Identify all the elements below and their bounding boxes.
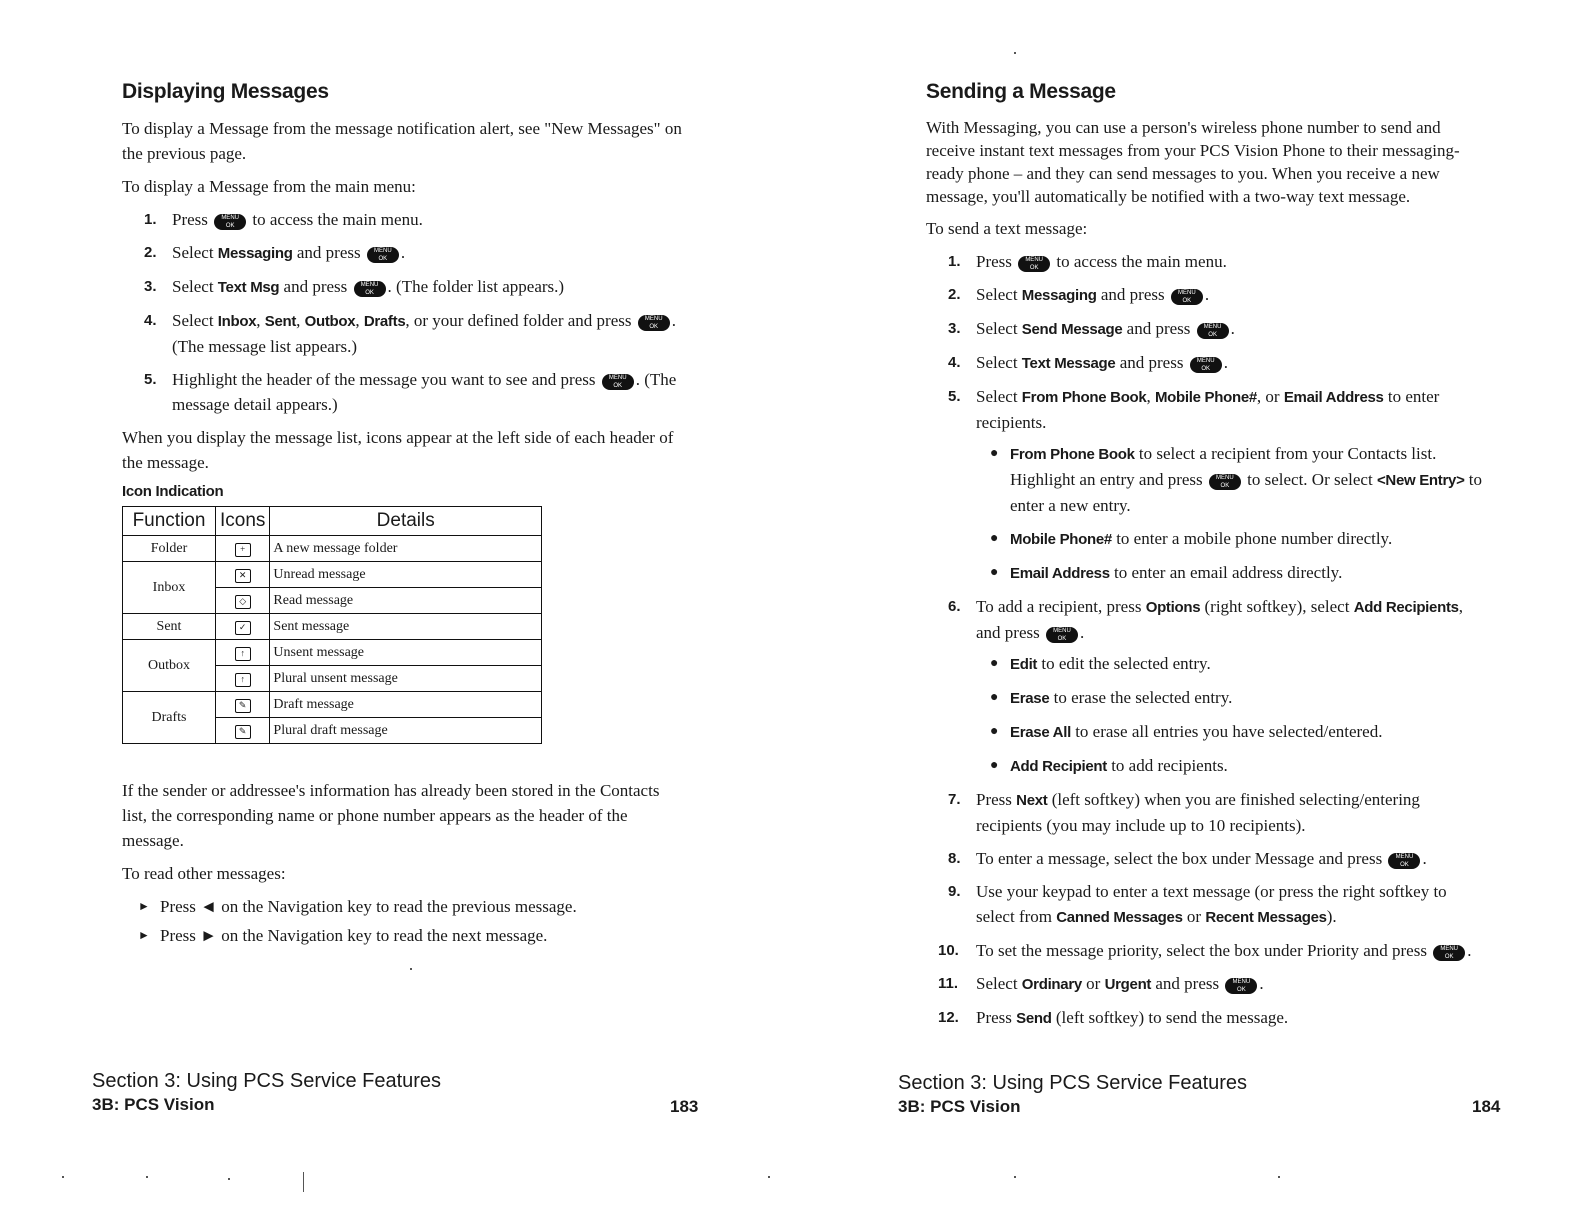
bullet-arrow-icon: ► <box>138 928 150 942</box>
read-other-paragraph: To read other messages: <box>122 864 286 883</box>
table-label: Icon Indication <box>122 483 224 500</box>
table-row: Sent ✓ Sent message <box>123 614 542 640</box>
page-number: 184 <box>1472 1097 1501 1116</box>
bullet-arrow-icon: ► <box>138 899 150 913</box>
bullet-icon: ● <box>990 656 999 671</box>
table-row: ↑ Plural unsent message <box>123 666 542 692</box>
menu-ok-key-icon: MENU OK <box>214 214 246 230</box>
footer-subtitle: 3B: PCS Vision <box>92 1095 215 1114</box>
step-5: 5. Select From Phone Book, Mobile Phone#, or Email Address to enter recipients. ● From Phone Book to select a recipient from your Contacts list. Highlight an entry and press MENU OK to select. Or select <New Entry> to enter a new entry. ● Mobile Phone# to enter a mobile phone number directly. ● Email Address to enter an email address directly. <box>926 384 1486 586</box>
list-item: ● Erase All to erase all entries you have selected/entered. <box>976 719 1486 745</box>
column-header: Icons <box>216 507 270 536</box>
table-row: ◇ Read message <box>123 588 542 614</box>
list-item: ● From Phone Book to select a recipient from your Contacts list. Highlight an entry and press MENU OK to select. Or select <New Entry> to enter a new entry. <box>976 441 1486 518</box>
recipient-options-list <box>976 441 1486 586</box>
sent-message-icon: ✓ <box>235 621 251 635</box>
unsent-message-icon: ↑ <box>235 647 251 661</box>
menu-ok-key-icon: MENU OK <box>638 315 670 331</box>
page-number: 183 <box>670 1097 699 1116</box>
plural-draft-icon: ✎ <box>235 725 251 739</box>
menu-ok-key-icon: MENU OK <box>1197 323 1229 339</box>
list-item: ► Press ◄ on the Navigation key to read the previous message. <box>122 894 682 919</box>
menu-ok-key-icon: MENU OK <box>602 374 634 390</box>
table-row: Inbox ✕ Unread message <box>123 562 542 588</box>
footer-section-title: Section 3: Using PCS Service Features <box>92 1070 442 1092</box>
section-title: Sending a Message <box>926 80 1116 103</box>
steps-list <box>122 207 682 417</box>
table-row: Outbox ↑ Unsent message <box>123 640 542 666</box>
menu-ok-key-icon: MENU OK <box>1225 978 1257 994</box>
list-item: ● Edit to edit the selected entry. <box>976 651 1486 677</box>
menu-ok-key-icon: MENU OK <box>1190 357 1222 373</box>
menu-ok-key-icon: MENU OK <box>1046 627 1078 643</box>
menu-ok-key-icon: MENU OK <box>1018 256 1050 272</box>
read-envelope-icon: ◇ <box>235 595 251 609</box>
recipient-actions-list <box>976 651 1486 779</box>
bullet-icon: ● <box>990 531 999 546</box>
bullet-icon: ● <box>990 565 999 580</box>
after-steps-paragraph: When you display the message list, icons appear at the left side of each header of the message. <box>122 428 674 472</box>
step-1: 1. Press MENU OK to access the main menu. <box>948 252 1227 271</box>
icon-indication-table <box>122 506 542 744</box>
step-2: 2. Select Messaging and press MENU OK . <box>144 243 406 262</box>
footer-section-title: Section 3: Using PCS Service Features <box>898 1072 1248 1094</box>
step-9: 9. Use your keypad to enter a text message (or press the right softkey to select from Canned Messages or Recent Messages). <box>948 882 1447 926</box>
bullet-icon: ● <box>990 446 999 461</box>
contacts-paragraph: If the sender or addressee's information has already been stored in the Contacts list, the corresponding name or phone number appears as the header of the message. <box>122 781 660 850</box>
right-page <box>792 0 1584 1224</box>
step-11: 11. Select Ordinary or Urgent and press MENU OK . <box>938 974 1264 993</box>
step-7: 7. Press Next (left softkey) when you are finished selecting/entering recipients (you may include up to 10 recipients). <box>948 790 1420 835</box>
step-10: 10. To set the message priority, select the box under Priority and press MENU OK . <box>938 941 1472 960</box>
step-8: 8. To enter a message, select the box under Message and press MENU OK . <box>948 849 1427 868</box>
menu-ok-key-icon: MENU OK <box>367 247 399 263</box>
menu-ok-key-icon: MENU OK <box>1433 945 1465 961</box>
menu-ok-key-icon: MENU OK <box>1209 474 1241 490</box>
step-4: 4. Select Text Message and press MENU OK . <box>948 353 1228 372</box>
bullet-icon: ● <box>990 690 999 705</box>
unread-envelope-icon: ✕ <box>235 569 251 583</box>
navigation-list <box>122 894 682 948</box>
list-item: ● Email Address to enter an email address directly. <box>976 560 1486 586</box>
step-4: 4. Select Inbox, Sent, Outbox, Drafts, or your defined folder and press MENU OK . (The message list appears.) <box>144 311 676 356</box>
footer-subtitle: 3B: PCS Vision <box>898 1097 1021 1116</box>
step-6: 6. To add a recipient, press Options (right softkey), select Add Recipients, and press MENU OK . ● Edit to edit the selected entry. ● Erase to erase the selected entry. ● Erase All to erase all entries you have selected/entered. ● Add Recipient to add recipients. <box>926 594 1486 779</box>
step-3: 3. Select Text Msg and press MENU OK . (The folder list appears.) <box>144 277 565 296</box>
step-2: 2. Select Messaging and press MENU OK . <box>948 285 1210 304</box>
table-row: ✎ Plural draft message <box>123 718 542 744</box>
folder-icon: + <box>235 543 251 557</box>
steps-list <box>926 249 1486 1031</box>
menu-ok-key-icon: MENU OK <box>1388 853 1420 869</box>
table-row: Drafts ✎ Draft message <box>123 692 542 718</box>
intro-paragraph-2: To send a text message: <box>926 219 1088 238</box>
bullet-icon: ● <box>990 758 999 773</box>
menu-ok-key-icon: MENU OK <box>354 281 386 297</box>
step-3: 3. Select Send Message and press MENU OK . <box>948 319 1235 338</box>
right-content <box>926 80 1486 1039</box>
table-row: Folder + A new message folder <box>123 536 542 562</box>
menu-ok-key-icon: MENU OK <box>1171 289 1203 305</box>
step-5: 5. Highlight the header of the message you want to see and press MENU OK . (The message detail appears.) <box>144 370 677 414</box>
draft-message-icon: ✎ <box>235 699 251 713</box>
left-content <box>122 80 682 952</box>
list-item: ► Press ► on the Navigation key to read the next message. <box>122 923 682 948</box>
intro-paragraph: With Messaging, you can use a person's wireless phone number to send and receive instant text messages from your PCS Vision Phone to their messaging-ready phone – and they can send messages to you. When you receive a new message, you'll automatically be notified with a two-way text message. <box>926 118 1460 206</box>
list-item: ● Add Recipient to add recipients. <box>976 753 1486 779</box>
bullet-icon: ● <box>990 724 999 739</box>
list-item: ● Erase to erase the selected entry. <box>976 685 1486 711</box>
list-item: ● Mobile Phone# to enter a mobile phone number directly. <box>976 526 1486 552</box>
plural-unsent-icon: ↑ <box>235 673 251 687</box>
step-12: 12. Press Send (left softkey) to send the message. <box>938 1008 1289 1027</box>
section-title: Displaying Messages <box>122 80 329 103</box>
column-header: Function <box>123 507 216 536</box>
intro-paragraph: To display a Message from the message notification alert, see "New Messages" on the previous page. <box>122 119 682 163</box>
step-1: 1. Press MENU OK to access the main menu. <box>144 210 423 229</box>
intro-paragraph-2: To display a Message from the main menu: <box>122 177 416 196</box>
column-header: Details <box>270 507 542 536</box>
